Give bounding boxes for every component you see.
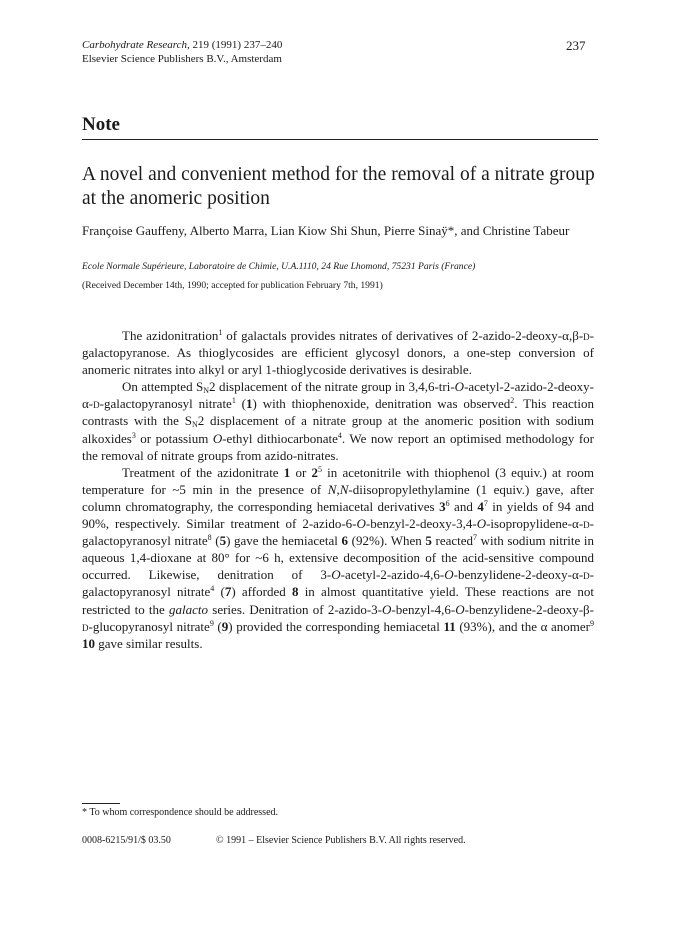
page-number: 237 bbox=[566, 38, 586, 53]
journal-name: Carbohydrate Research, bbox=[82, 39, 190, 51]
affiliation: Ecole Normale Supérieure, Laboratoire de Chimie, U.A.1110, 24 Rue Lhomond, 75231 Paris (France) bbox=[82, 261, 476, 272]
copyright-line: © 1991 – Elsevier Science Publishers B.V. All rights reserved. bbox=[216, 835, 466, 846]
issn-line: 0008-6215/91/$ 03.50 bbox=[82, 835, 171, 846]
journal-citation: 219 (1991) 237–240 bbox=[189, 39, 283, 51]
section-label: Note bbox=[82, 114, 120, 135]
publisher-line: Elsevier Science Publishers B.V., Amsterdam bbox=[82, 53, 282, 65]
article-title: A novel and convenient method for the removal of a nitrate group at the anomeric position bbox=[82, 164, 595, 209]
footnote: * To whom correspondence should be addressed. bbox=[82, 807, 279, 818]
paragraph: On attempted $S_N2$ displacement of the nitrate group in 3,4,6-tri-O-acetyl-2-azido-2-deoxy-α-d-galactopyranosyl nitrate$^1$ (1) with thiophenoxide, denitration was observed$^2$. This reaction contrasts with the $S_N2$ displacement of a nitrate group at the anomeric position with sodium alkoxides$^3$ or potassium O-ethyl dithiocarbonate$^4$. We now report an optimised methodology for the removal of nitrate groups from azido-nitrates. bbox=[82, 379, 594, 463]
article-body bbox=[82, 327, 594, 652]
paragraph: Treatment of the azidonitrate 1 or $2^5$ in acetonitrile with thiophenol (3 equiv.) at room temperature for ~5 min in the presence of N,N-diisopropylethylamine (1 equiv.) gave, after column chromatography, the corresponding hemiacetal derivatives $3^6$ and $4^7$ in yields of 94 and 90%, respectively. Similar treatment of 2-azido-6-O-benzyl-2-deoxy-3,4-O-isopropylidene-α-d-galactopyranosyl nitrate$^8$ (5) gave the hemiacetal 6 (92%). When 5 reacted$^7$ with sodium nitrite in aqueous 1,4-dioxane at 80° for ~6 h, extensive decomposition of the acid-sensitive compound occurred. Likewise, denitration of 3-O-acetyl-2-azido-4,6-O-benzylidene-2-deoxy-α-d-galactopyranosyl nitrate$^4$ (7) afforded 8 in almost quantitative yield. These reactions are not restricted to the galacto series. Denitration of 2-azido-3-O-benzyl-4,6-O-benzylidene-2-deoxy-β-d-glucopyranosyl nitrate$^9$ (9) provided the corresponding hemiacetal 11 (93%), and the α anomer$^9$ 10 gave similar results. bbox=[82, 464, 595, 651]
paragraph: The azidonitration$^1$ of galactals provides nitrates of derivatives of 2-azido-2-deoxy-α,β-d-galactopyranose. As thioglycosides are efficient glycosyl donors, a one-step conversion of anomeric nitrates into alkyl or aryl 1-thioglycoside derivatives is desirable. bbox=[82, 328, 594, 378]
journal-header bbox=[82, 38, 282, 66]
author-list: Françoise Gauffeny, Alberto Marra, Lian Kiow Shi Shun, Pierre Sinaÿ*, and Christine Tabeur bbox=[82, 223, 570, 238]
section-rule bbox=[82, 139, 598, 140]
footnote-rule bbox=[82, 803, 120, 804]
received-dates: (Received December 14th, 1990; accepted for publication February 7th, 1991) bbox=[82, 280, 383, 291]
